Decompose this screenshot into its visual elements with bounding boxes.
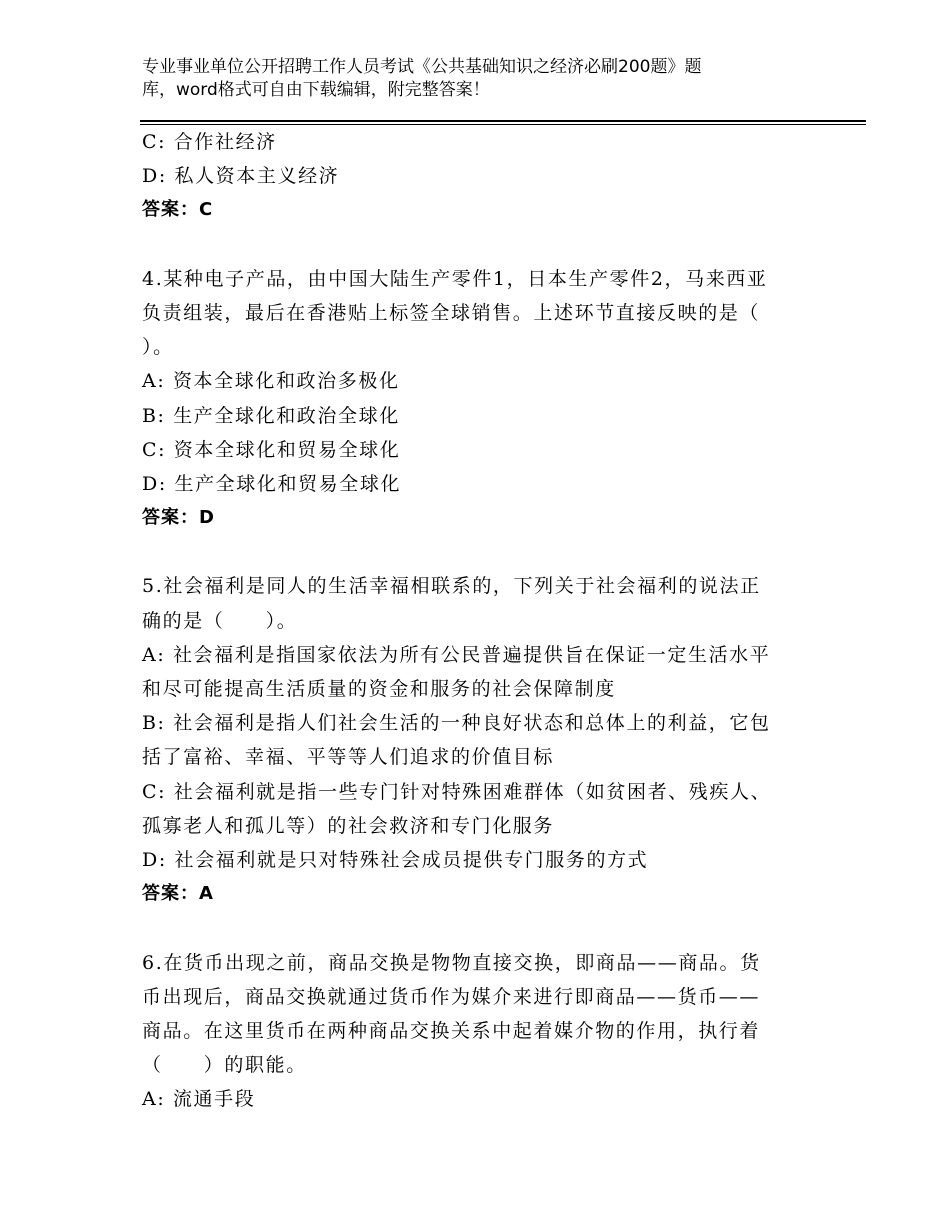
q5-option-b-cont: 括了富裕、幸福、平等等人们追求的价值目标 bbox=[142, 746, 555, 769]
q5-answer: 答案：A bbox=[142, 883, 214, 905]
q6-option-a: A: 流通手段 bbox=[142, 1088, 256, 1111]
spacer bbox=[142, 228, 812, 262]
q4-option-d: D: 生产全球化和贸易全球化 bbox=[142, 472, 402, 495]
spacer bbox=[142, 535, 812, 569]
question-content bbox=[142, 125, 812, 1116]
q4-option-b: B: 生产全球化和政治全球化 bbox=[142, 404, 400, 427]
q4-option-a: A: 资本全球化和政治多极化 bbox=[142, 370, 400, 393]
q6-stem-line: 币出现后，商品交换就通过货币作为媒介来进行即商品——货币—— bbox=[142, 985, 761, 1008]
q4-option-c: C: 资本全球化和贸易全球化 bbox=[142, 438, 401, 461]
q3-answer: 答案：C bbox=[142, 199, 214, 221]
q3-option-c: C: 合作社经济 bbox=[142, 131, 277, 153]
q5-stem-line: 确的是（ ）。 bbox=[142, 609, 298, 632]
q6-stem-line: （ ）的职能。 bbox=[142, 1054, 307, 1077]
q5-option-b: B: 社会福利是指人们社会生活的一种良好状态和总体上的利益，它包 bbox=[142, 712, 771, 735]
q5-option-c-cont: 孤寡老人和孤儿等）的社会救济和专门化服务 bbox=[142, 814, 555, 837]
q5-option-d: D: 社会福利就是只对特殊社会成员提供专门服务的方式 bbox=[142, 848, 649, 871]
header-divider-thick bbox=[140, 120, 866, 122]
q6-stem-line: 6.在货币出现之前，商品交换是物物直接交换，即商品——商品。货 bbox=[142, 951, 761, 974]
question-3 bbox=[142, 125, 812, 228]
header-line-1: 专业事业单位公开招聘工作人员考试《公共基础知识之经济必刷200题》题 bbox=[142, 57, 702, 77]
q4-stem-line: 负责组装，最后在香港贴上标签全球销售。上述环节直接反映的是（ bbox=[142, 301, 761, 324]
q3-option-d: D: 私人资本主义经济 bbox=[142, 165, 340, 188]
question-4 bbox=[142, 262, 812, 536]
q5-option-c: C: 社会福利就是指一些专门针对特殊困难群体（如贫困者、残疾人、 bbox=[142, 780, 772, 803]
q4-stem-line: ）。 bbox=[142, 336, 174, 359]
q5-option-a-cont: 和尽可能提高生活质量的资金和服务的社会保障制度 bbox=[142, 678, 616, 700]
question-5 bbox=[142, 569, 812, 911]
header-line-2: 库，word格式可自由下载编辑，附完整答案！ bbox=[142, 80, 490, 100]
question-6 bbox=[142, 946, 812, 1117]
q5-option-a: A: 社会福利是指国家依法为所有公民普遍提供旨在保证一定生活水平 bbox=[142, 643, 771, 666]
q5-stem-line: 5.社会福利是同人的生活幸福相联系的，下列关于社会福利的说法正 bbox=[142, 575, 761, 598]
spacer bbox=[142, 911, 812, 945]
q6-stem-line: 商品。在这里货币在两种商品交换关系中起着媒介物的作用，执行着 bbox=[142, 1019, 761, 1042]
document-header bbox=[142, 56, 792, 102]
q4-stem-line: 4.某种电子产品，由中国大陆生产零件1，日本生产零件2，马来西亚 bbox=[142, 267, 768, 290]
q4-answer: 答案：D bbox=[142, 507, 215, 529]
